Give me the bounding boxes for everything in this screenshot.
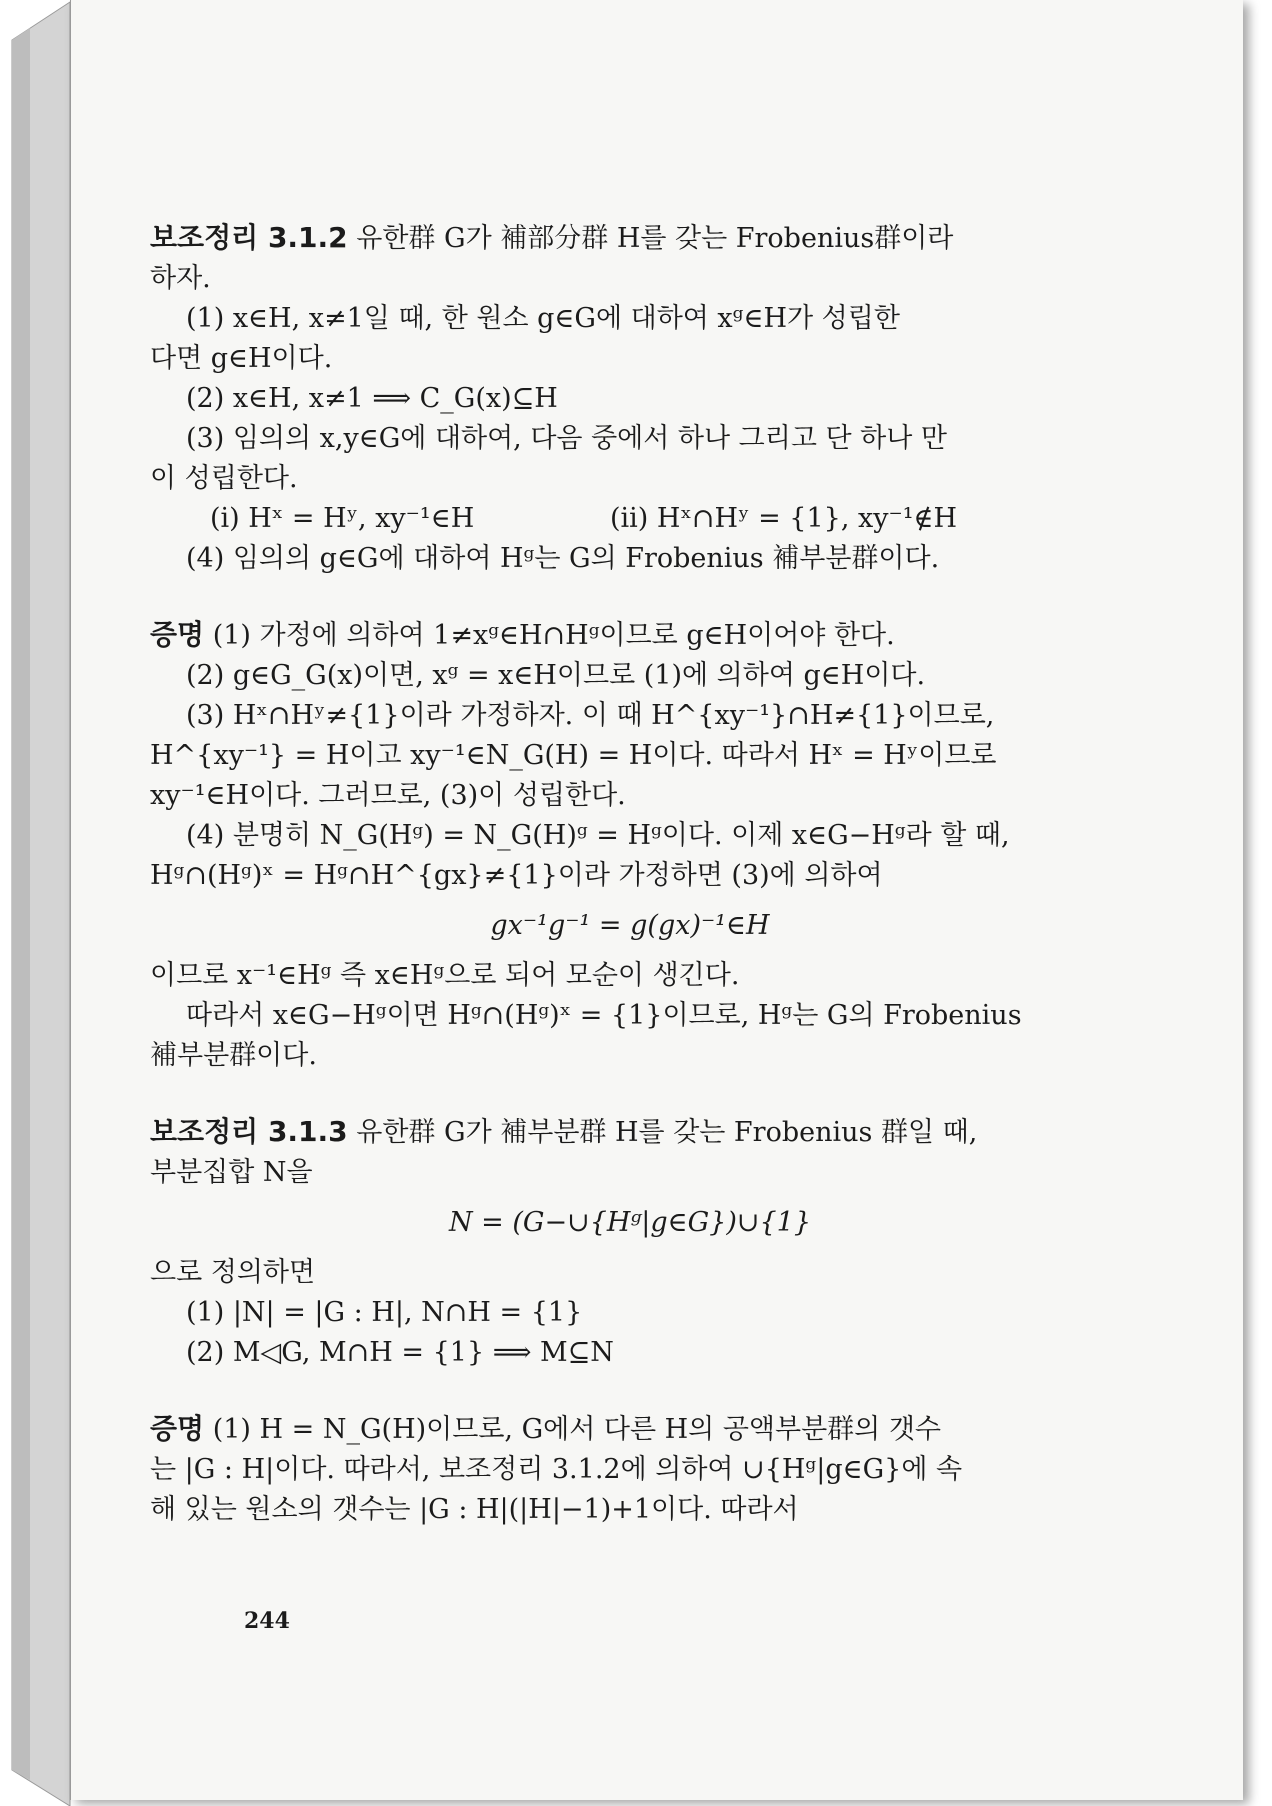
proof-text: (1) 가정에 의하여 1≠xᵍ∈H∩Hᵍ이므로 g∈H이어야 한다. xyxy=(204,620,895,651)
proof-title: 증명 xyxy=(150,618,205,651)
proof-2-line-3: 해 있는 원소의 갯수는 |G : H|(|H|−1)+1이다. 따라서 xyxy=(150,1494,799,1525)
lemma-item-2: (2) x∈H, x≠1 ⟹ C_G(x)⊆H xyxy=(186,383,558,414)
page-content xyxy=(150,218,1110,1530)
lemma-3-1-2-heading xyxy=(150,218,1110,259)
proof-1-equation: gx⁻¹g⁻¹ = g(gx)⁻¹∈H xyxy=(490,910,770,941)
proof-1-line-7: Hᵍ∩(Hᵍ)ˣ = Hᵍ∩H^{gx}≠{1}이라 가정하면 (3)에 의하여 xyxy=(150,860,883,891)
proof-1-line-4: H^{xy⁻¹} = H이고 xy⁻¹∈N_G(H) = H이다. 따라서 Hˣ = Hʸ이므로 xyxy=(150,740,997,771)
proof-1-line-3: (3) Hˣ∩Hʸ≠{1}이라 가정하자. 이 때 H^{xy⁻¹}∩H≠{1}이므로, xyxy=(186,700,995,731)
lemma-3-1-3-heading xyxy=(150,1112,1110,1153)
proof-1-line-1 xyxy=(150,615,1110,656)
proof-2-line-2: 는 |G : H|이다. 따라서, 보조정리 3.1.2에 의하여 ∪{Hᵍ|g∈G}에 속 xyxy=(150,1454,963,1485)
lemma-statement: 유한群 G가 補부분群 H를 갖는 Frobenius 群일 때, xyxy=(347,1117,978,1148)
proof-1-line-6: (4) 분명히 N_G(Hᵍ) = N_G(H)ᵍ = Hᵍ이다. 이제 x∈G−Hᵍ라 할 때, xyxy=(186,820,1010,851)
proof-1-line-9: 따라서 x∈G−Hᵍ이면 Hᵍ∩(Hᵍ)ˣ = {1}이므로, Hᵍ는 G의 Frobenius xyxy=(186,1000,1022,1031)
page-number: 244 xyxy=(244,1608,290,1634)
lemma-statement-cont: 하자. xyxy=(150,263,211,294)
case-i: (i) Hˣ = Hʸ, xy⁻¹∈H xyxy=(210,503,475,534)
case-ii: (ii) Hˣ∩Hʸ = {1}, xy⁻¹∉H xyxy=(610,503,958,534)
proof-title: 증명 xyxy=(150,1412,205,1445)
lemma-2-item-1: (1) |N| = |G : H|, N∩H = {1} xyxy=(186,1297,583,1328)
lemma-2-definition: 으로 정의하면 xyxy=(150,1257,316,1288)
lemma-2-equation: N = (G−∪{Hᵍ|g∈G})∪{1} xyxy=(448,1207,812,1238)
lemma-2-statement-cont: 부분집합 N을 xyxy=(150,1157,313,1188)
proof-1-line-2: (2) g∈G_G(x)이면, xᵍ = x∈H이므로 (1)에 의하여 g∈H이다. xyxy=(186,660,926,691)
lemma-item-3-cont: 이 성립한다. xyxy=(150,463,298,494)
lemma-item-3-cases xyxy=(150,499,1110,539)
lemma-2-item-2: (2) M◁G, M∩H = {1} ⟹ M⊆N xyxy=(186,1337,614,1368)
proof-1-line-8: 이므로 x⁻¹∈Hᵍ 즉 x∈Hᵍ으로 되어 모순이 생긴다. xyxy=(150,960,740,991)
lemma-item-1: (1) x∈H, x≠1일 때, 한 원소 g∈G에 대하여 xᵍ∈H가 성립한 xyxy=(186,303,900,334)
lemma-item-1-cont: 다면 g∈H이다. xyxy=(150,343,333,374)
proof-2-line-1 xyxy=(150,1409,1110,1450)
lemma-title: 보조정리 3.1.3 xyxy=(150,1115,348,1148)
proof-text: (1) H = N_G(H)이므로, G에서 다른 H의 공액부분群의 갯수 xyxy=(204,1414,941,1445)
lemma-item-3: (3) 임의의 x,y∈G에 대하여, 다음 중에서 하나 그리고 단 하나 만 xyxy=(186,423,947,454)
book-spine-edge xyxy=(0,0,78,1806)
proof-1-line-10: 補부분群이다. xyxy=(150,1040,317,1071)
lemma-title: 보조정리 3.1.2 xyxy=(150,221,348,254)
proof-1-line-5: xy⁻¹∈H이다. 그러므로, (3)이 성립한다. xyxy=(150,780,626,811)
lemma-statement: 유한群 G가 補部分群 H를 갖는 Frobenius群이라 xyxy=(347,223,954,254)
lemma-item-4: (4) 임의의 g∈G에 대하여 Hᵍ는 G의 Frobenius 補부분群이다. xyxy=(186,543,940,574)
